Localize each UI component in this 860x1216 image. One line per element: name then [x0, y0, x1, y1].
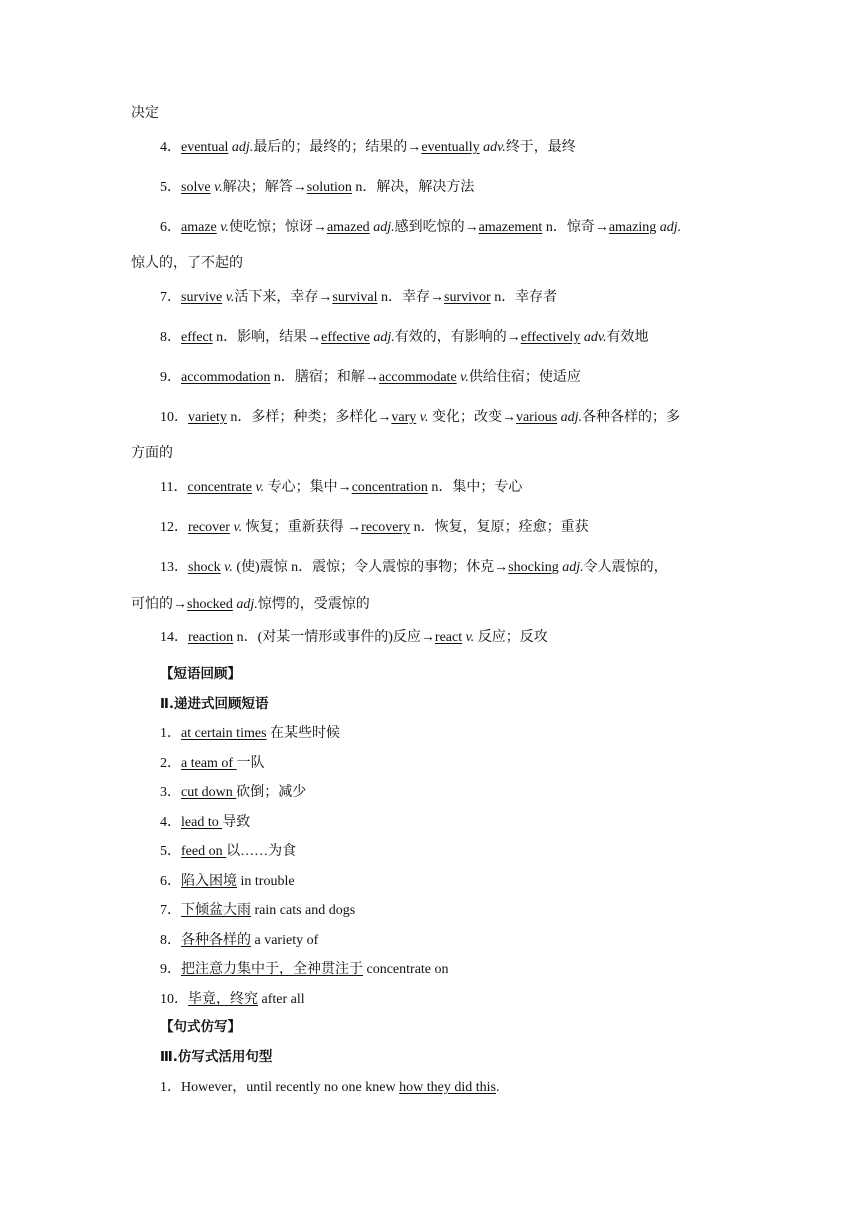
vocab-answer: survival	[332, 290, 378, 305]
phrase-number: 3．	[160, 785, 181, 800]
vocab-text: 终于，最终	[505, 140, 576, 155]
vocab-answer: accommodation	[181, 370, 271, 385]
vocab-answer: recover	[188, 520, 230, 535]
vocab-answer: amaze	[181, 220, 217, 235]
vocab-number: 5．	[160, 180, 181, 195]
phrase-answer: 各种各样的	[181, 933, 251, 948]
phrase-item	[160, 902, 355, 920]
sentence-end: .	[495, 1080, 500, 1095]
vocab-text: 有效地	[606, 330, 649, 345]
vocab-answer: eventual	[181, 140, 229, 155]
vocab-text: n．幸存者	[490, 290, 558, 305]
vocab-number: 14．	[160, 630, 188, 645]
part-of-speech: adj.	[369, 330, 395, 345]
sentence-text: However，until recently no one knew	[181, 1080, 400, 1095]
vocab-text: n．膳宿；和解→	[270, 370, 379, 385]
phrase-prompt: 一队	[236, 756, 265, 771]
vocab-answer: survivor	[444, 290, 491, 305]
part-of-speech: adv.	[580, 330, 607, 345]
phrase-answer: 毕竟，终究	[188, 992, 258, 1007]
vocab-text: 各种各样的；多	[582, 410, 681, 425]
vocab-item-continuation	[131, 255, 243, 273]
vocab-answer: solve	[181, 180, 211, 195]
part-of-speech: v.	[216, 220, 229, 235]
sentence-answer: how they did this	[399, 1080, 496, 1095]
phrase-item	[160, 991, 305, 1009]
phrase-section-title: 【短语回顾】	[160, 666, 241, 682]
vocab-answer: amazing	[608, 220, 657, 235]
vocab-number: 8．	[160, 330, 181, 345]
vocab-text: 惊人的，了不起的	[131, 256, 243, 271]
vocab-text: 解决；解答→	[222, 180, 307, 195]
phrase-section-subtitle: Ⅱ.递进式回顾短语	[160, 696, 269, 712]
vocab-number: 12．	[160, 520, 188, 535]
phrase-number: 1．	[160, 726, 181, 741]
vocab-text: 恢复；重新获得 →	[242, 520, 362, 535]
phrase-answer: 陷入困境	[181, 874, 237, 889]
vocab-answer: concentrate	[187, 480, 252, 495]
vocab-text: 专心；集中→	[264, 480, 352, 495]
vocab-answer: amazement	[478, 220, 543, 235]
part-of-speech: v.	[210, 180, 223, 195]
part-of-speech: v.	[229, 520, 243, 535]
phrase-item	[160, 755, 265, 773]
phrase-answer: at certain times	[181, 726, 267, 741]
phrase-item	[160, 784, 306, 802]
vocab-number: 10．	[160, 410, 188, 425]
phrase-number: 9．	[160, 962, 181, 977]
phrase-prompt: a variety of	[251, 933, 319, 948]
part-of-speech: adj.	[557, 410, 583, 425]
phrase-item	[160, 814, 250, 832]
vocab-answer: effective	[321, 330, 370, 345]
sentence-section-title: 【句式仿写】	[160, 1019, 241, 1035]
phrase-prompt: 砍倒；减少	[236, 785, 307, 800]
phrase-answer: cut down	[181, 785, 237, 800]
vocab-text: 惊愕的，受震惊的	[257, 597, 370, 612]
vocab-number: 13．	[160, 560, 188, 575]
part-of-speech: v.	[462, 630, 475, 645]
vocab-answer: various	[515, 410, 558, 425]
phrase-prompt: rain cats and dogs	[251, 903, 356, 918]
phrase-item	[160, 932, 318, 950]
vocab-number: 9．	[160, 370, 181, 385]
sentence-number: 1．	[160, 1080, 181, 1095]
part-of-speech: v.	[416, 410, 429, 425]
phrase-item	[160, 725, 340, 743]
part-of-speech: adj.	[232, 597, 258, 612]
vocab-text: 方面的	[131, 446, 173, 461]
part-of-speech: adj.	[656, 220, 682, 235]
vocab-text: 使吃惊；惊讶→	[228, 220, 327, 235]
vocab-text: (使)震惊 n．震惊；令人震惊的事物；休克→	[232, 560, 509, 575]
phrase-prompt: 在某些时候	[266, 726, 341, 741]
phrase-number: 2．	[160, 756, 181, 771]
phrase-number: 6．	[160, 874, 181, 889]
phrase-prompt: 以……为食	[226, 844, 297, 859]
vocab-text: 感到吃惊的→	[394, 220, 479, 235]
vocab-answer: eventually	[421, 140, 480, 155]
vocab-answer: recovery	[361, 520, 411, 535]
part-of-speech: v.	[220, 560, 233, 575]
part-of-speech: adj.	[558, 560, 584, 575]
vocab-answer: concentration	[351, 480, 428, 495]
vocab-text: n．集中；专心	[427, 480, 523, 495]
vocab-answer: shocked	[187, 597, 233, 612]
vocab-answer: survive	[181, 290, 223, 305]
vocab-answer: reaction	[188, 630, 234, 645]
phrase-number: 5．	[160, 844, 181, 859]
vocab-answer: variety	[188, 410, 227, 425]
phrase-item	[160, 873, 295, 891]
vocab-text: 有效的，有影响的→	[394, 330, 521, 345]
vocab-text: n．惊奇→	[542, 220, 609, 235]
sentence-item	[160, 1079, 499, 1097]
phrase-number: 10．	[160, 992, 188, 1007]
vocab-item	[160, 289, 557, 307]
vocab-number: 6．	[160, 220, 181, 235]
vocab-answer: solution	[306, 180, 352, 195]
phrase-answer: feed on	[181, 844, 227, 859]
vocab-number: 4．	[160, 140, 181, 155]
vocab-answer: vary	[391, 410, 417, 425]
vocab-text: n．影响，结果→	[212, 330, 322, 345]
vocab-answer: shocking	[508, 560, 559, 575]
vocab-item	[160, 559, 668, 577]
vocab-item	[160, 329, 649, 347]
vocab-answer: effectively	[520, 330, 581, 345]
vocab-item	[160, 519, 589, 537]
phrase-number: 4．	[160, 815, 181, 830]
phrase-prompt: after all	[258, 992, 305, 1007]
phrase-number: 7．	[160, 903, 181, 918]
vocab-text: n．多样；种类；多样化→	[226, 410, 392, 425]
sentence-section-subtitle: Ⅲ.仿写式活用句型	[160, 1049, 273, 1065]
part-of-speech: v.	[222, 290, 235, 305]
vocab-text: n．(对某一情形或事件的)反应→	[233, 630, 435, 645]
phrase-prompt: 导致	[222, 815, 251, 830]
vocab-answer: effect	[181, 330, 213, 345]
vocab-answer: react	[434, 630, 463, 645]
vocab-answer: shock	[188, 560, 221, 575]
vocab-text: 反应；反攻	[474, 630, 548, 645]
part-of-speech: adj.	[228, 140, 254, 155]
part-of-speech: v.	[252, 480, 265, 495]
vocab-text: 可怕的→	[131, 597, 187, 612]
phrase-answer: a team of	[181, 756, 237, 771]
vocab-text: 供给住宿；使适应	[468, 370, 581, 385]
part-of-speech: adj.	[369, 220, 395, 235]
vocab-item	[160, 479, 522, 497]
vocab-text: n．幸存→	[377, 290, 445, 305]
vocab-item	[160, 219, 681, 237]
phrase-answer: 把注意力集中于，全神贯注于	[181, 962, 363, 977]
phrase-prompt: in trouble	[237, 874, 295, 889]
vocab-item-continuation	[131, 445, 173, 463]
vocab-answer: amazed	[326, 220, 370, 235]
phrase-answer: lead to	[181, 815, 223, 830]
phrase-number: 8．	[160, 933, 181, 948]
vocab-item	[160, 409, 680, 427]
phrase-item	[160, 961, 449, 979]
vocab-answer: accommodate	[378, 370, 457, 385]
vocab-item	[160, 629, 548, 647]
vocab-number: 7．	[160, 290, 181, 305]
phrase-prompt: concentrate on	[363, 962, 449, 977]
vocab-text: 最后的；最终的；结果的→	[253, 140, 422, 155]
part-of-speech: adv.	[479, 140, 506, 155]
vocab-item	[160, 179, 474, 197]
vocab-item-continuation	[131, 596, 370, 614]
vocab-text: n．解决，解决方法	[351, 180, 475, 195]
vocab-text: 令人震惊的，	[583, 560, 668, 575]
part-of-speech: v.	[456, 370, 469, 385]
phrase-item	[160, 843, 296, 861]
vocab-text: 变化；改变→	[428, 410, 516, 425]
vocab-text: n．恢复，复原；痊愈；重获	[410, 520, 589, 535]
vocab-item	[160, 369, 581, 387]
vocab-item	[160, 139, 576, 157]
vocab-text: 活下来，幸存→	[234, 290, 333, 305]
phrase-answer: 下倾盆大雨	[181, 903, 251, 918]
vocab-continuation: 决定	[131, 106, 159, 121]
vocab-number: 11．	[160, 480, 188, 495]
